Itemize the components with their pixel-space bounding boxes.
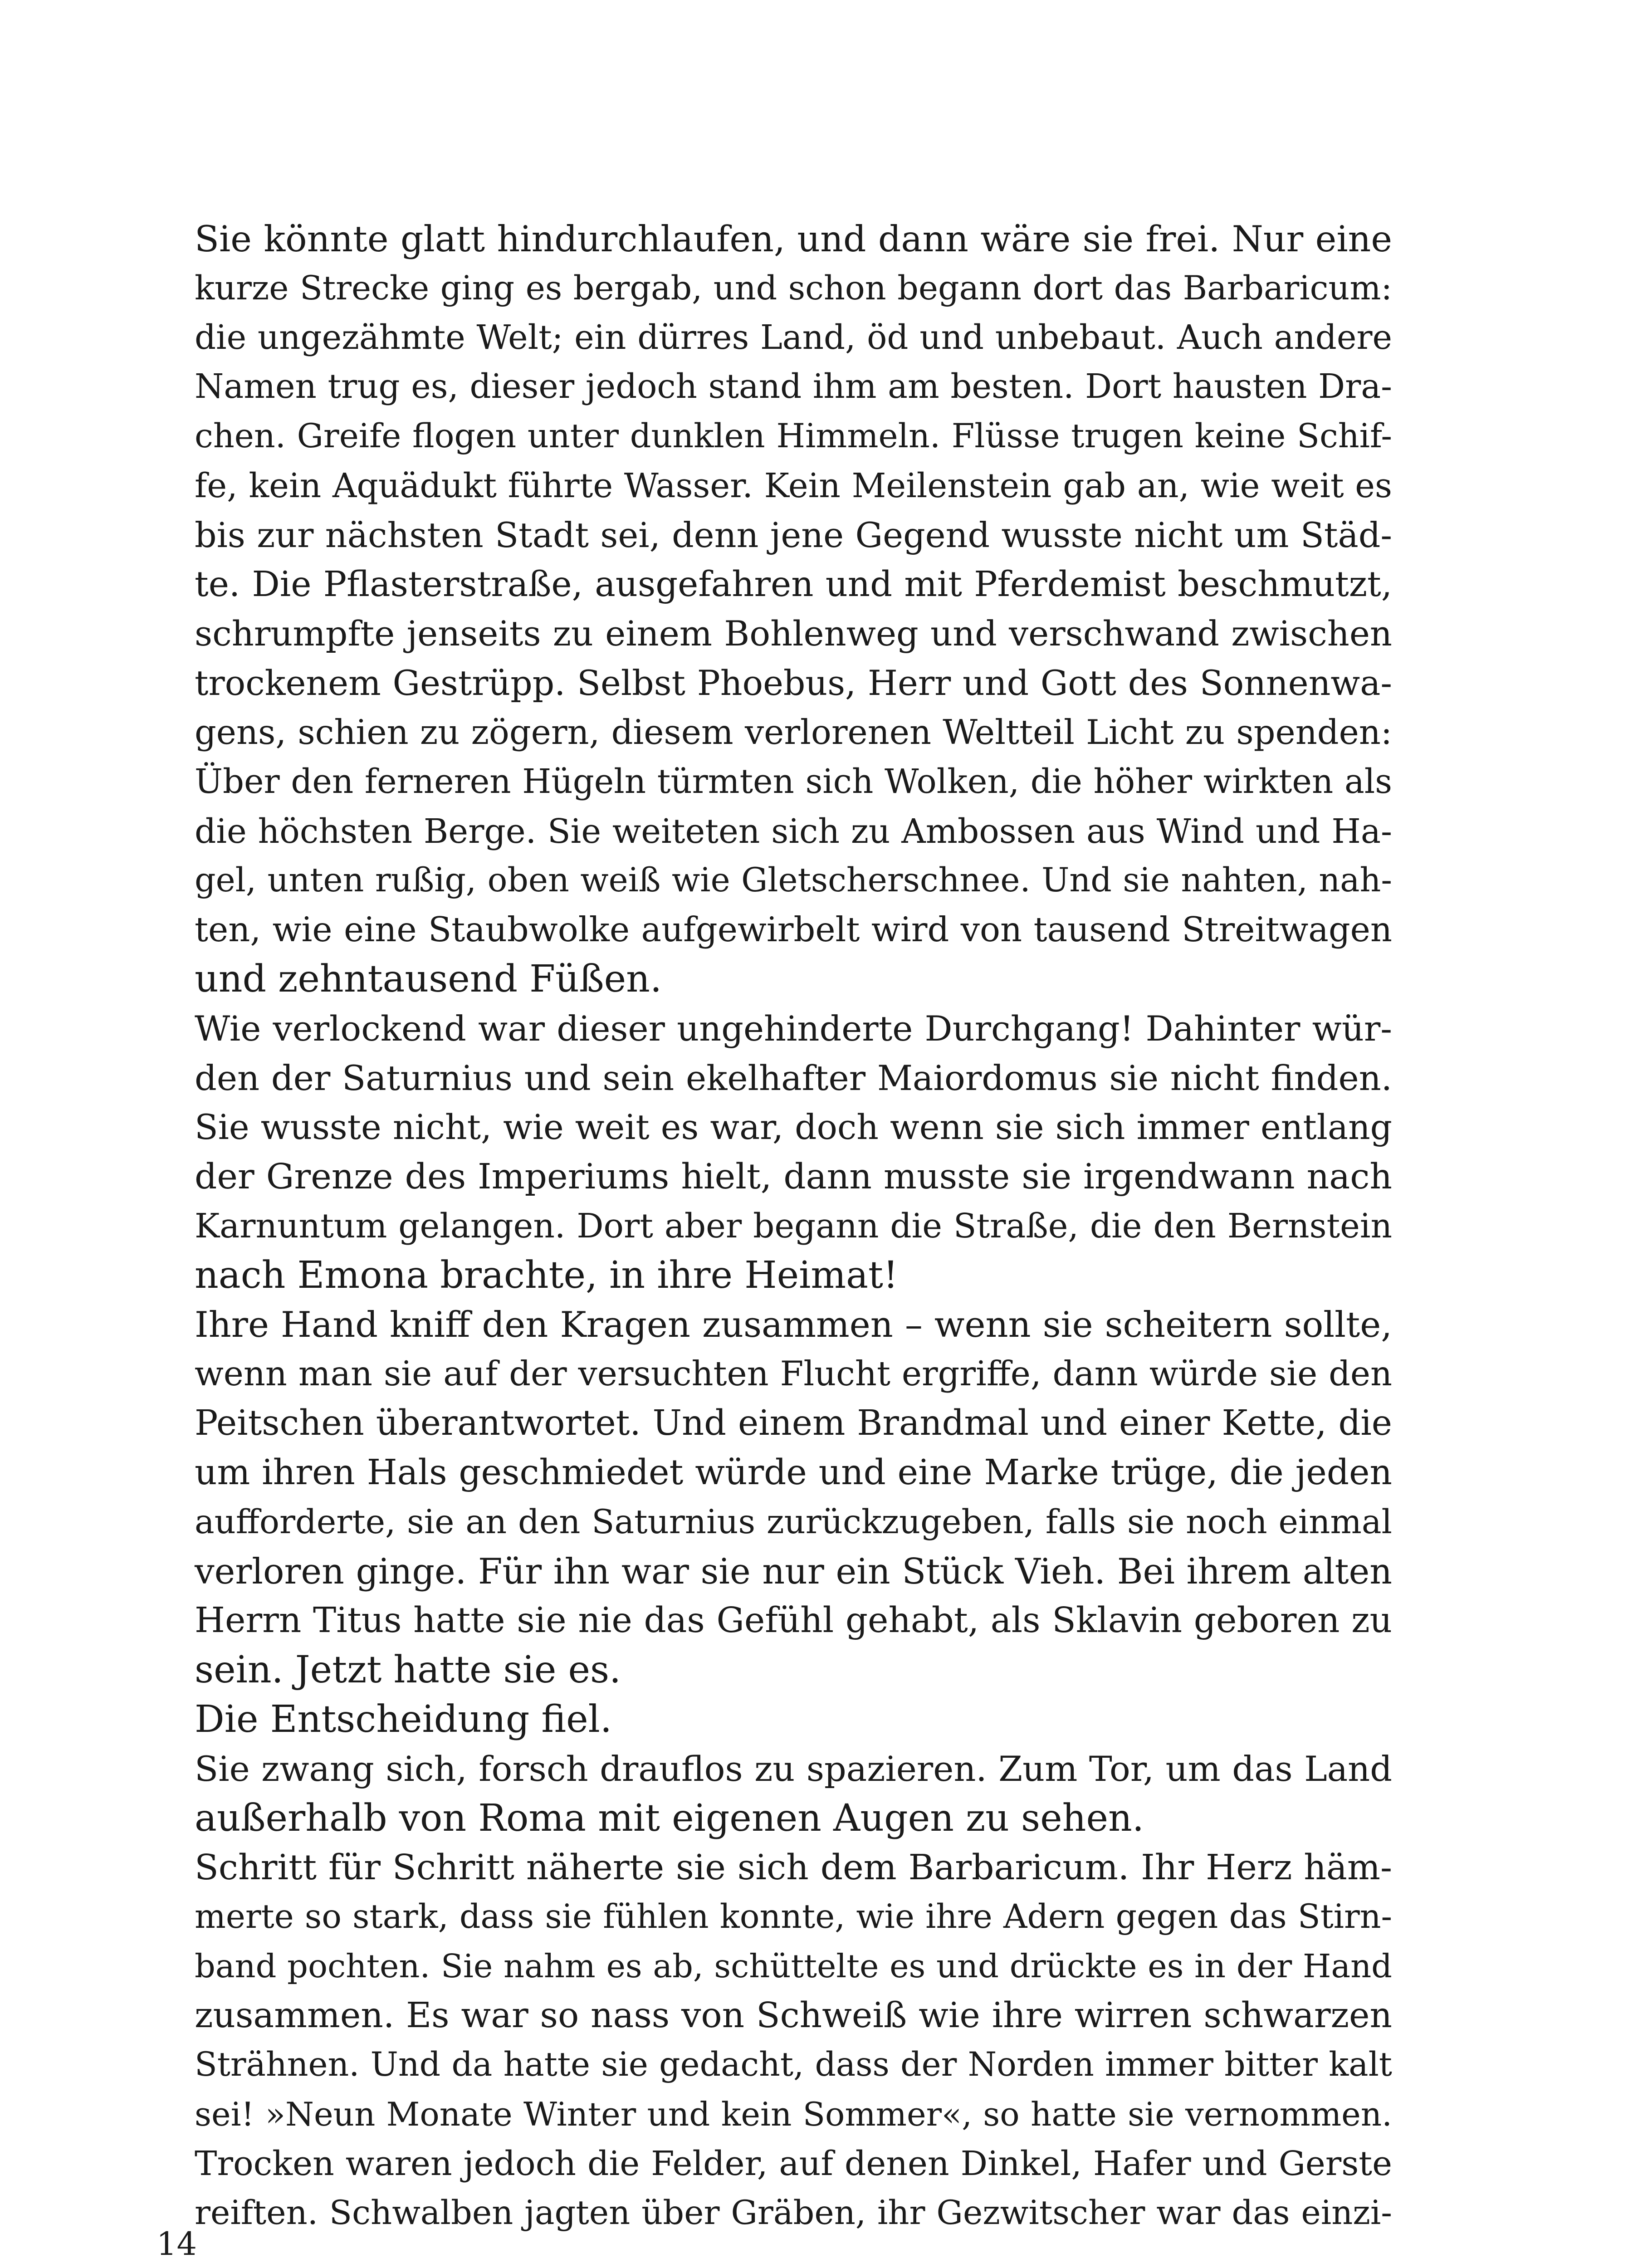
- text-line: Die Entscheidung fiel.: [195, 1697, 612, 1741]
- text-line: Trocken waren jedoch die Felder, auf denen Dinkel, Hafer und Gerste: [195, 2144, 1392, 2184]
- text-line: um ihren Hals geschmiedet würde und eine Marke trüge, die jeden: [195, 1452, 1392, 1493]
- text-line: te. Die Pflasterstraße, ausgefahren und mit Pferdemist beschmutzt,: [195, 564, 1392, 605]
- text-line: Peitschen überantwortet. Und einem Brandmal und einer Kette, die: [195, 1403, 1392, 1444]
- text-line: die höchsten Berge. Sie weiteten sich zu Ambossen aus Wind und Ha-: [195, 811, 1392, 851]
- text-line: schrumpfte jenseits zu einem Bohlenweg und verschwand zwischen: [195, 613, 1392, 654]
- text-line: gel, unten rußig, oben weiß wie Gletscherschnee. Und sie nahten, nah-: [195, 861, 1392, 900]
- text-line: zusammen. Es war so nass von Schweiß wie ihre wirren schwarzen: [195, 1995, 1392, 2036]
- text-line: trockenem Gestrüpp. Selbst Phoebus, Herr und Gott des Sonnenwa-: [195, 663, 1392, 704]
- text-line: Sie könnte glatt hindurchlaufen, und dann wäre sie frei. Nur eine: [195, 218, 1392, 260]
- body-text: [195, 215, 1392, 2238]
- text-line: ten, wie eine Staubwolke aufgewirbelt wird von tausend Streitwagen: [195, 910, 1392, 950]
- text-line: fe, kein Aquädukt führte Wasser. Kein Meilenstein gab an, wie weit es: [195, 466, 1392, 505]
- text-line: die ungezähmte Welt; ein dürres Land, öd und unbebaut. Auch andere: [195, 318, 1392, 357]
- text-line: Schritt für Schritt näherte sie sich dem Barbaricum. Ihr Herz häm-: [195, 1847, 1392, 1888]
- text-line: verloren ginge. Für ihn war sie nur ein Stück Vieh. Bei ihrem alten: [195, 1551, 1392, 1592]
- text-line: band pochten. Sie nahm es ab, schüttelte es und drückte es in der Hand: [195, 1947, 1392, 1985]
- text-line: chen. Greife flogen unter dunklen Himmeln. Flüsse trugen keine Schif-: [195, 417, 1392, 456]
- text-line: Herrn Titus hatte sie nie das Gefühl gehabt, als Sklavin geboren zu: [195, 1600, 1392, 1641]
- text-line: gens, schien zu zögern, diesem verlorenen Weltteil Licht zu spenden:: [195, 712, 1392, 752]
- text-line: sein. Jetzt hatte sie es.: [195, 1648, 621, 1692]
- text-line: merte so stark, dass sie fühlen konnte, wie ihre Adern gegen das Stirn-: [195, 1898, 1392, 1936]
- text-line: Karnuntum gelangen. Dort aber begann die Straße, die den Bernstein: [195, 1206, 1392, 1246]
- page-number: 14: [156, 2225, 197, 2263]
- text-line: Sie wusste nicht, wie weit es war, doch wenn sie sich immer entlang: [195, 1107, 1392, 1148]
- text-line: bis zur nächsten Stadt sei, denn jene Gegend wusste nicht um Städ-: [195, 515, 1392, 555]
- text-line: nach Emona brachte, in ihre Heimat!: [195, 1253, 898, 1297]
- text-line: sei! »Neun Monate Winter und kein Sommer«, so hatte sie vernommen.: [195, 2095, 1392, 2134]
- text-line: Namen trug es, dieser jedoch stand ihm am besten. Dort hausten Dra-: [195, 367, 1392, 406]
- text-line: wenn man sie auf der versuchten Flucht ergriffe, dann würde sie den: [195, 1354, 1392, 1394]
- text-line: Strähnen. Und da hatte sie gedacht, dass der Norden immer bitter kalt: [195, 2046, 1392, 2084]
- text-line: den der Saturnius und sein ekelhafter Maiordomus sie nicht finden.: [195, 1057, 1392, 1098]
- text-line: Wie verlockend war dieser ungehinderte Durchgang! Dahinter wür-: [195, 1008, 1392, 1049]
- text-line: Über den ferneren Hügeln türmten sich Wolken, die höher wirkten als: [195, 762, 1392, 801]
- text-line: Ihre Hand kniff den Kragen zusammen – wenn sie scheitern sollte,: [195, 1304, 1392, 1345]
- text-line: aufforderte, sie an den Saturnius zurückzugeben, falls sie noch einmal: [195, 1502, 1392, 1541]
- text-line: außerhalb von Roma mit eigenen Augen zu sehen.: [195, 1796, 1144, 1840]
- text-line: Sie zwang sich, forsch drauflos zu spazieren. Zum Tor, um das Land: [195, 1748, 1392, 1789]
- text-line: reiften. Schwalben jagten über Gräben, ihr Gezwitscher war das einzi-: [195, 2193, 1392, 2232]
- text-line: kurze Strecke ging es bergab, und schon begann dort das Barbaricum:: [195, 269, 1392, 308]
- text-line: und zehntausend Füßen.: [195, 957, 662, 1001]
- text-line: der Grenze des Imperiums hielt, dann musste sie irgendwann nach: [195, 1156, 1392, 1198]
